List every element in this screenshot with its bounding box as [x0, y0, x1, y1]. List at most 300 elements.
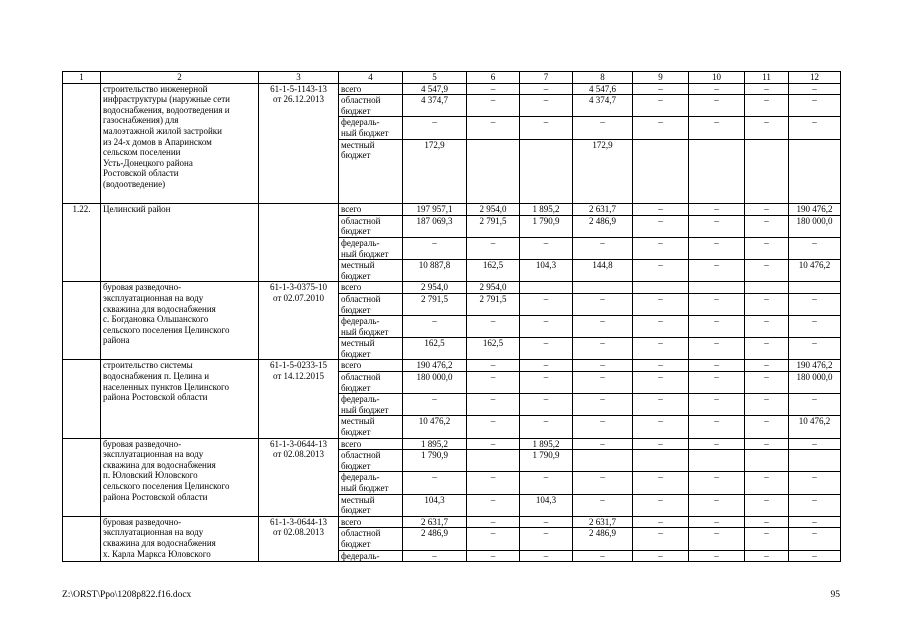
amount-cell: – — [745, 237, 789, 259]
funding-source — [339, 494, 403, 516]
amount-cell: – — [689, 372, 745, 394]
amount-cell: – — [789, 528, 841, 550]
object-name-line: газоснабжения) для — [103, 115, 179, 126]
amount-cell: 162,5 — [403, 338, 467, 360]
funding-source-line: областной — [341, 215, 381, 226]
amount-cell: – — [520, 360, 573, 372]
table-row — [63, 282, 841, 294]
table-row — [63, 360, 841, 372]
amount-cell: – — [689, 316, 745, 338]
amount-cell: – — [573, 494, 633, 516]
column-number: 9 — [633, 72, 689, 84]
amount-cell: 4 547,6 — [573, 83, 633, 95]
amount-cell: – — [689, 472, 745, 494]
document-reference-line: от 14.12.2015 — [272, 371, 325, 382]
amount-cell: – — [403, 316, 467, 338]
object-name-line: населенных пунктов Целинского — [103, 381, 230, 392]
amount-cell: – — [789, 83, 841, 95]
amount-cell: 2 791,5 — [467, 215, 520, 237]
object-name-line: сельского поселения Целинского — [103, 481, 230, 491]
amount-cell: – — [520, 416, 573, 438]
document-reference-line: 61-1-3-0375-10 — [270, 282, 327, 293]
amount-cell: – — [520, 237, 573, 259]
amount-cell: – — [689, 516, 745, 528]
object-name — [101, 438, 259, 516]
amount-cell: – — [745, 528, 789, 550]
column-number-row — [63, 72, 841, 84]
amount-cell: – — [745, 316, 789, 338]
amount-cell: – — [745, 372, 789, 394]
funding-source-line: ный бюджет — [341, 404, 389, 415]
amount-cell: 1 895,2 — [520, 204, 573, 216]
amount-cell: – — [467, 516, 520, 528]
funding-source — [339, 316, 403, 338]
amount-cell: – — [789, 316, 841, 338]
object-name-line: сельском поселении — [103, 147, 181, 158]
funding-source-line: ный бюджет — [341, 326, 389, 337]
amount-cell: – — [689, 494, 745, 516]
object-name-line: буровая разведочно- — [103, 516, 182, 527]
funding-source-line: всего — [341, 516, 362, 527]
document-reference-line: от 26.12.2013 — [272, 94, 325, 105]
amount-cell: – — [573, 472, 633, 494]
amount-cell: – — [689, 293, 745, 315]
amount-cell: – — [633, 204, 689, 216]
funding-source — [339, 237, 403, 259]
amount-cell: – — [745, 117, 789, 139]
file-path: Z:\ORST\Ppo\1208p822.f16.docx — [62, 590, 192, 600]
amount-cell: – — [573, 394, 633, 416]
amount-cell: – — [520, 117, 573, 139]
amount-cell: – — [467, 372, 520, 394]
amount-cell: – — [520, 83, 573, 95]
amount-cell: – — [633, 494, 689, 516]
amount-cell: 190 476,2 — [403, 360, 467, 372]
amount-cell: – — [520, 550, 573, 562]
amount-cell: 2 791,5 — [403, 293, 467, 315]
object-name-line: из 24-х домов в Апаринском — [103, 136, 212, 147]
object-name — [101, 282, 259, 360]
document-reference-line: от 02.08.2013 — [272, 449, 325, 460]
funding-source-line: местный — [341, 416, 375, 427]
amount-cell: – — [633, 117, 689, 139]
document-reference-line: от 02.07.2010 — [272, 292, 325, 303]
amount-cell: – — [467, 472, 520, 494]
amount-cell: – — [403, 472, 467, 494]
amount-cell: 10 476,2 — [403, 416, 467, 438]
table-row — [63, 83, 841, 95]
amount-cell — [789, 282, 841, 294]
table-row — [63, 516, 841, 528]
column-number: 8 — [573, 72, 633, 84]
funding-source-line: местный — [341, 260, 375, 271]
amount-cell — [573, 282, 633, 294]
object-name-line: строительство инженерной — [103, 83, 208, 94]
amount-cell: 2 486,9 — [573, 528, 633, 550]
funding-source — [339, 117, 403, 139]
amount-cell: – — [789, 516, 841, 528]
amount-cell: – — [467, 316, 520, 338]
amount-cell — [789, 139, 841, 204]
item-number — [63, 438, 101, 516]
funding-source-line: бюджет — [341, 226, 371, 237]
amount-cell — [633, 282, 689, 294]
column-number: 11 — [745, 72, 789, 84]
document-reference — [259, 204, 339, 282]
item-number — [63, 516, 101, 561]
funding-table — [62, 71, 841, 562]
amount-cell: 2 631,7 — [403, 516, 467, 528]
amount-cell: 162,5 — [467, 338, 520, 360]
funding-source — [339, 372, 403, 394]
amount-cell — [633, 139, 689, 204]
object-name-line: района Ростовской области — [103, 392, 208, 403]
amount-cell: – — [633, 360, 689, 372]
funding-source — [339, 438, 403, 450]
amount-cell: – — [689, 416, 745, 438]
amount-cell: – — [745, 416, 789, 438]
funding-source — [339, 450, 403, 472]
amount-cell: – — [633, 550, 689, 562]
object-name-line: п. Юловский Юловского — [103, 470, 198, 481]
funding-source — [339, 360, 403, 372]
funding-source — [339, 394, 403, 416]
amount-cell: 2 954,0 — [467, 204, 520, 216]
item-number — [63, 282, 101, 360]
column-number: 10 — [689, 72, 745, 84]
item-number — [63, 83, 101, 204]
object-name — [101, 516, 259, 561]
table-row — [63, 438, 841, 450]
amount-cell: – — [689, 260, 745, 282]
amount-cell: – — [745, 550, 789, 562]
amount-cell: – — [467, 494, 520, 516]
amount-cell: 10 887,8 — [403, 260, 467, 282]
table-row — [63, 204, 841, 216]
funding-source-line: бюджет — [341, 348, 371, 359]
amount-cell: 2 631,7 — [573, 204, 633, 216]
amount-cell: – — [520, 472, 573, 494]
funding-source — [339, 95, 403, 117]
amount-cell — [520, 282, 573, 294]
page-number: 95 — [830, 590, 840, 600]
amount-cell: – — [467, 237, 520, 259]
amount-cell: 4 374,7 — [403, 95, 467, 117]
document-reference-line: 61-1-3-0644-13 — [270, 516, 327, 527]
funding-source-line: всего — [341, 204, 362, 215]
amount-cell: – — [573, 550, 633, 562]
amount-cell — [467, 139, 520, 204]
object-name-line: эксплуатационная на воду — [103, 449, 204, 460]
funding-source-line: бюджет — [341, 382, 371, 393]
amount-cell: 144,8 — [573, 260, 633, 282]
amount-cell: – — [467, 416, 520, 438]
item-number — [63, 360, 101, 438]
funding-source — [339, 139, 403, 204]
funding-source-line: ный бюджет — [341, 483, 389, 493]
amount-cell — [745, 282, 789, 294]
amount-cell: 187 069,3 — [403, 215, 467, 237]
funding-source-line: ный бюджет — [341, 248, 389, 259]
amount-cell: 2 791,5 — [467, 293, 520, 315]
amount-cell: 1 895,2 — [403, 438, 467, 450]
amount-cell: – — [467, 360, 520, 372]
amount-cell: – — [467, 550, 520, 562]
amount-cell: – — [689, 83, 745, 95]
column-number: 12 — [789, 72, 841, 84]
amount-cell: – — [467, 394, 520, 416]
amount-cell: 1 895,2 — [520, 438, 573, 450]
amount-cell: 180 000,0 — [403, 372, 467, 394]
amount-cell: 197 957,1 — [403, 204, 467, 216]
document-reference-line: 61-1-5-0233-15 — [270, 360, 327, 371]
amount-cell: 180 000,0 — [789, 372, 841, 394]
funding-source-line: бюджет — [341, 150, 371, 161]
funding-source-line: федераль- — [341, 237, 380, 248]
object-name-line: района — [103, 335, 130, 346]
column-number: 5 — [403, 72, 467, 84]
funding-source-line: бюджет — [341, 427, 371, 438]
funding-source-line: всего — [341, 438, 362, 449]
document-sheet — [62, 71, 840, 562]
object-name-line: района Ростовской области — [103, 491, 208, 502]
object-name-line: Целинский район — [103, 204, 171, 215]
funding-source-line: всего — [341, 360, 362, 371]
funding-source — [339, 472, 403, 494]
amount-cell: – — [745, 472, 789, 494]
amount-cell: – — [689, 204, 745, 216]
amount-cell: 172,9 — [403, 139, 467, 204]
column-number: 2 — [101, 72, 259, 84]
funding-source-line: федераль- — [341, 472, 380, 483]
column-number: 6 — [467, 72, 520, 84]
funding-source — [339, 416, 403, 438]
amount-cell: – — [745, 293, 789, 315]
amount-cell — [745, 450, 789, 472]
funding-source-line: областной — [341, 95, 381, 106]
funding-source-line: бюджет — [341, 270, 371, 281]
object-name-line: эксплуатационная на воду — [103, 292, 204, 303]
amount-cell: – — [520, 316, 573, 338]
amount-cell: – — [467, 528, 520, 550]
amount-cell: 1 790,9 — [403, 450, 467, 472]
amount-cell: – — [789, 438, 841, 450]
funding-source-line: местный — [341, 338, 375, 349]
amount-cell: – — [633, 215, 689, 237]
amount-cell: 190 476,2 — [789, 204, 841, 216]
object-name-line: с. Богдановка Ольшанского — [103, 314, 209, 325]
amount-cell: – — [403, 117, 467, 139]
amount-cell: – — [689, 338, 745, 360]
funding-source — [339, 215, 403, 237]
amount-cell: 2 954,0 — [467, 282, 520, 294]
amount-cell: – — [745, 516, 789, 528]
funding-source — [339, 204, 403, 216]
funding-source — [339, 516, 403, 528]
funding-source — [339, 83, 403, 95]
amount-cell — [689, 139, 745, 204]
amount-cell — [633, 450, 689, 472]
amount-cell: – — [689, 117, 745, 139]
funding-source-line: бюджет — [341, 538, 371, 549]
funding-source-line: областной — [341, 450, 381, 461]
object-name-line: Ростовской области — [103, 168, 179, 179]
funding-source — [339, 528, 403, 550]
funding-source — [339, 293, 403, 315]
amount-cell: 104,3 — [403, 494, 467, 516]
funding-source — [339, 550, 403, 562]
amount-cell: – — [573, 338, 633, 360]
amount-cell: 10 476,2 — [789, 416, 841, 438]
amount-cell — [789, 450, 841, 472]
amount-cell: – — [745, 204, 789, 216]
amount-cell: – — [633, 372, 689, 394]
funding-source-line: бюджет — [341, 304, 371, 315]
amount-cell: 2 486,9 — [573, 215, 633, 237]
amount-cell — [689, 450, 745, 472]
amount-cell: – — [573, 316, 633, 338]
amount-cell: – — [633, 416, 689, 438]
object-name-line: буровая разведочно- — [103, 438, 182, 449]
amount-cell: – — [573, 416, 633, 438]
amount-cell: – — [745, 494, 789, 516]
document-reference-line: от 02.08.2013 — [272, 527, 325, 538]
funding-source-line: областной — [341, 372, 381, 383]
column-number: 7 — [520, 72, 573, 84]
funding-source-line: федераль- — [341, 394, 380, 405]
amount-cell — [467, 450, 520, 472]
funding-source-line: всего — [341, 282, 362, 293]
amount-cell: – — [573, 372, 633, 394]
amount-cell: – — [689, 215, 745, 237]
funding-source-line: областной — [341, 293, 381, 304]
amount-cell: – — [633, 394, 689, 416]
amount-cell: – — [745, 438, 789, 450]
document-reference — [259, 282, 339, 360]
funding-source-line: бюджет — [341, 505, 371, 516]
amount-cell: – — [633, 338, 689, 360]
object-name-line: Усть-Донецкого района — [103, 157, 193, 168]
document-reference-line: 61-1-5-1143-13 — [270, 83, 327, 94]
amount-cell: 2 631,7 — [573, 516, 633, 528]
funding-source-line: федераль- — [341, 117, 380, 128]
document-reference — [259, 360, 339, 438]
amount-cell — [573, 450, 633, 472]
object-name-line: водоснабжения, водоотведения и — [103, 104, 230, 115]
amount-cell: – — [633, 438, 689, 450]
amount-cell: – — [789, 237, 841, 259]
amount-cell: – — [745, 394, 789, 416]
amount-cell — [745, 139, 789, 204]
amount-cell — [520, 139, 573, 204]
amount-cell: – — [789, 494, 841, 516]
funding-source-line: местный — [341, 494, 375, 505]
amount-cell: – — [520, 394, 573, 416]
amount-cell: – — [745, 338, 789, 360]
object-name-line: буровая разведочно- — [103, 282, 182, 293]
object-name-line: скважина для водоснабжения — [103, 459, 216, 470]
amount-cell: – — [745, 360, 789, 372]
amount-cell: – — [633, 83, 689, 95]
object-name-line: скважина для водоснабжения — [103, 303, 216, 314]
amount-cell — [689, 282, 745, 294]
funding-source-line: федераль- — [341, 550, 380, 561]
object-name-line: эксплуатационная на воду — [103, 527, 204, 538]
amount-cell: – — [789, 95, 841, 117]
amount-cell: 180 000,0 — [789, 215, 841, 237]
document-reference — [259, 83, 339, 204]
amount-cell: 162,5 — [467, 260, 520, 282]
amount-cell: – — [689, 237, 745, 259]
amount-cell: 2 486,9 — [403, 528, 467, 550]
amount-cell: – — [633, 472, 689, 494]
amount-cell: – — [789, 550, 841, 562]
amount-cell: 190 476,2 — [789, 360, 841, 372]
amount-cell: 104,3 — [520, 494, 573, 516]
object-name-line: сельского поселения Целинского — [103, 324, 230, 335]
funding-source-line: федераль- — [341, 316, 380, 327]
amount-cell: – — [633, 528, 689, 550]
amount-cell: – — [467, 438, 520, 450]
item-number: 1.22. — [63, 204, 101, 282]
amount-cell: – — [520, 95, 573, 117]
funding-source — [339, 338, 403, 360]
amount-cell: – — [573, 117, 633, 139]
amount-cell: – — [745, 260, 789, 282]
amount-cell: – — [403, 237, 467, 259]
document-reference — [259, 438, 339, 516]
funding-source-line: всего — [341, 83, 362, 94]
amount-cell: – — [573, 237, 633, 259]
amount-cell: – — [467, 95, 520, 117]
amount-cell: – — [467, 117, 520, 139]
amount-cell: 104,3 — [520, 260, 573, 282]
document-reference-line: 61-1-3-0644-13 — [270, 438, 327, 449]
amount-cell: – — [520, 372, 573, 394]
amount-cell: – — [573, 360, 633, 372]
amount-cell: – — [520, 293, 573, 315]
column-number: 4 — [339, 72, 403, 84]
funding-source-line: местный — [341, 139, 375, 150]
amount-cell: – — [633, 293, 689, 315]
amount-cell: 4 374,7 — [573, 95, 633, 117]
object-name-line: малоэтажной жилой застройки — [103, 125, 222, 136]
amount-cell: – — [745, 215, 789, 237]
amount-cell: – — [789, 293, 841, 315]
object-name — [101, 360, 259, 438]
amount-cell: – — [789, 394, 841, 416]
amount-cell: 2 954,0 — [403, 282, 467, 294]
amount-cell: – — [633, 95, 689, 117]
amount-cell: – — [573, 438, 633, 450]
column-number: 3 — [259, 72, 339, 84]
amount-cell: – — [633, 316, 689, 338]
amount-cell: – — [745, 95, 789, 117]
amount-cell: – — [789, 472, 841, 494]
object-name-line: водоснабжения п. Целина и — [103, 371, 210, 382]
amount-cell: 10 476,2 — [789, 260, 841, 282]
amount-cell: – — [689, 438, 745, 450]
amount-cell: – — [689, 394, 745, 416]
funding-source-line: бюджет — [341, 460, 371, 471]
amount-cell: – — [520, 338, 573, 360]
amount-cell: – — [789, 117, 841, 139]
amount-cell: 4 547,9 — [403, 83, 467, 95]
object-name — [101, 204, 259, 282]
funding-source-line: областной — [341, 528, 381, 539]
amount-cell: – — [789, 338, 841, 360]
amount-cell: – — [403, 550, 467, 562]
